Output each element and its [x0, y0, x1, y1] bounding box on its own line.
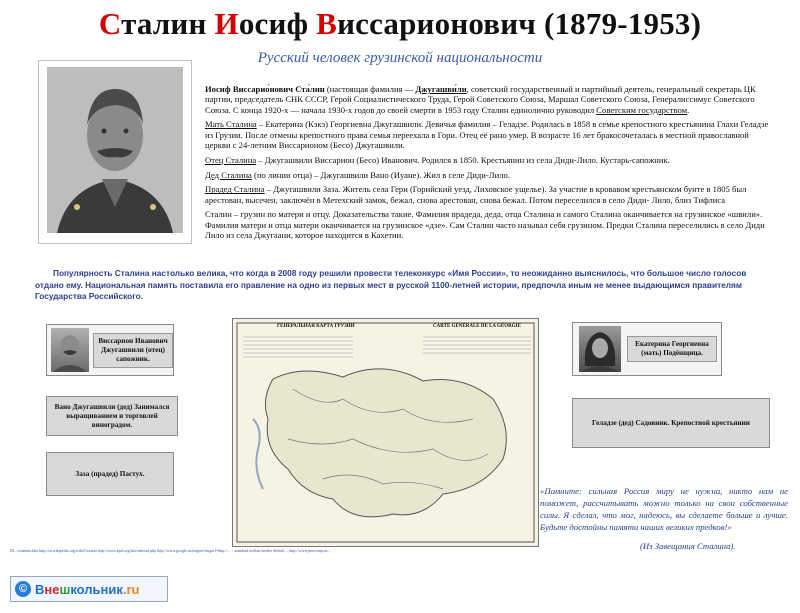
greatgrandfather-box: Заза (прадед) Пастух. — [46, 452, 174, 496]
stalin-quote: «Помните: сильная Россия миру не нужна, никто нам не поможет, рассчитывать можно только на свои собственные силы. Я сделал, что мог, надеюсь, вы сделаете больше и лучше. Будьте достойны памяти наших великих предков!» — [540, 486, 788, 532]
map-title-left: ГЕНЕРАЛЬНАЯ КАРТА ГРУЗИИ — [277, 324, 355, 329]
father-photo — [51, 328, 89, 372]
soviet-state-link[interactable]: Советским государством — [596, 104, 688, 115]
bio-paragraph-father: Отец Сталина – Джугашвили Виссарион (Бесо) Иванович. Родился в 1850. Крестьянин из села Диди-Лило. Кустарь-сапожник. — [205, 154, 670, 165]
reference-links[interactable]: Ш...стоянии.htm http://ru.wikipedia.org/wiki/Сталин http://www.kprf.org/showthread.php http://www.google.ru/imgres?imgurl=http://... ...standard toolbar header default ... http://www.poecomp.ru/... — [10, 548, 332, 553]
vneshkolnik-logo[interactable]: © В не ш кольник .ru — [10, 576, 168, 602]
biography — [205, 84, 775, 245]
mother-box — [572, 322, 722, 376]
father-box — [46, 324, 174, 376]
map-of-georgia — [232, 318, 539, 547]
portrait-frame — [38, 60, 192, 244]
stalin-portrait-image — [47, 67, 183, 233]
bio-paragraph-origin: Сталин – грузин по матери и отцу. Доказательства такие. Фамилия прадеда, деда, отца Сталина и самого Сталина оканчивается на грузинское «швили». Фамилия матери и отца матери оканчивается на грузинское «дзе». Сам Сталин часто называл себя грузином. Предки Сталина переселились в село Диди Лило из села Джугаани, которое находится в Кахетии. — [205, 209, 765, 241]
mother-text: Екатерина Георгиевна (мать) Подёнщица. — [627, 336, 717, 362]
copyright-icon: © — [15, 581, 31, 597]
quote-source: (Из Завещания Сталина). — [640, 541, 736, 551]
bio-paragraph-main: Иосиф Виссарио́нович Ста́лин (настоящая фамилия — Джугашви́ли, советский государственный и партийный деятель, генеральный секретарь ЦК партии, председатель СНК СССР, Герой Социалистического Труда, Герой Советского Союза, Маршал Советского Союза, Генералиссимус Советского Союза. С конца 1920-х — начала 1930-х годов до своей смерти в 1953 году Сталин единолично руководил Советским государством. — [205, 84, 756, 115]
mother-father-box: Геладзе (дед) Садовник. Крепостной крестьянин — [572, 398, 770, 448]
bio-paragraph-grandfather: Дед Сталина (по линии отца) – Джугашвили Вано (Иуане). Жил в селе Диди-Лило. — [205, 169, 510, 180]
bio-paragraph-greatgrandfather: Прадед Сталина – Джугашвили Заза. Житель села Гери (Горийский уезд, Лиховское ущелье). За участие в кровавом крестьянском бунте в 1805 был арестован, высечен, заключён в Метехский замок, бежал, снова арестован, снова бежал. Потом переселился в село Диди- Лило, близ Тифлиса — [205, 184, 747, 205]
grandfather-box: Вано Джугашвили (дед) Занимался выращиванием и торговлей виноградом. — [46, 396, 178, 436]
map-title-right: CARTE GÉNÉRALE DE LA GÉORGIE — [433, 324, 521, 329]
popularity-paragraph: Популярность Сталина настолько велика, что когда в 2008 году решили провести телеконкурс «Имя России», то неожиданно выяснилось, что большое число голосов отдано ему. Национальная память поставила его правление на одно из первых мест в русской 1100-летней истории, предпочла иным не менее выдающимся правителям Государства Российского. — [35, 268, 747, 301]
page-title: Сталин Иосиф Виссарионович (1879-1953) — [98, 6, 702, 41]
mother-photo — [579, 326, 621, 372]
father-text: Виссарион Иванович Джугашвили (отец) сапожник. — [93, 333, 173, 368]
bio-paragraph-mother: Мать Сталина – Екатерина (Кэкэ) Георгиевна Джугашвили. Девичья фамилия – Геладзе. Родилась в 1858 в семье крепостного крестьянина Глахи Геладзе из Грузии. После отмены крепостного права семья переехала в Гори. Отец её рано умер. В возрасте 16 лет бракосочеталась в местной православной церкви с 24-летним Виссарионом (Бесо) Джугашвили. — [205, 119, 769, 150]
subtitle: Русский человек грузинской национальности — [257, 50, 543, 66]
